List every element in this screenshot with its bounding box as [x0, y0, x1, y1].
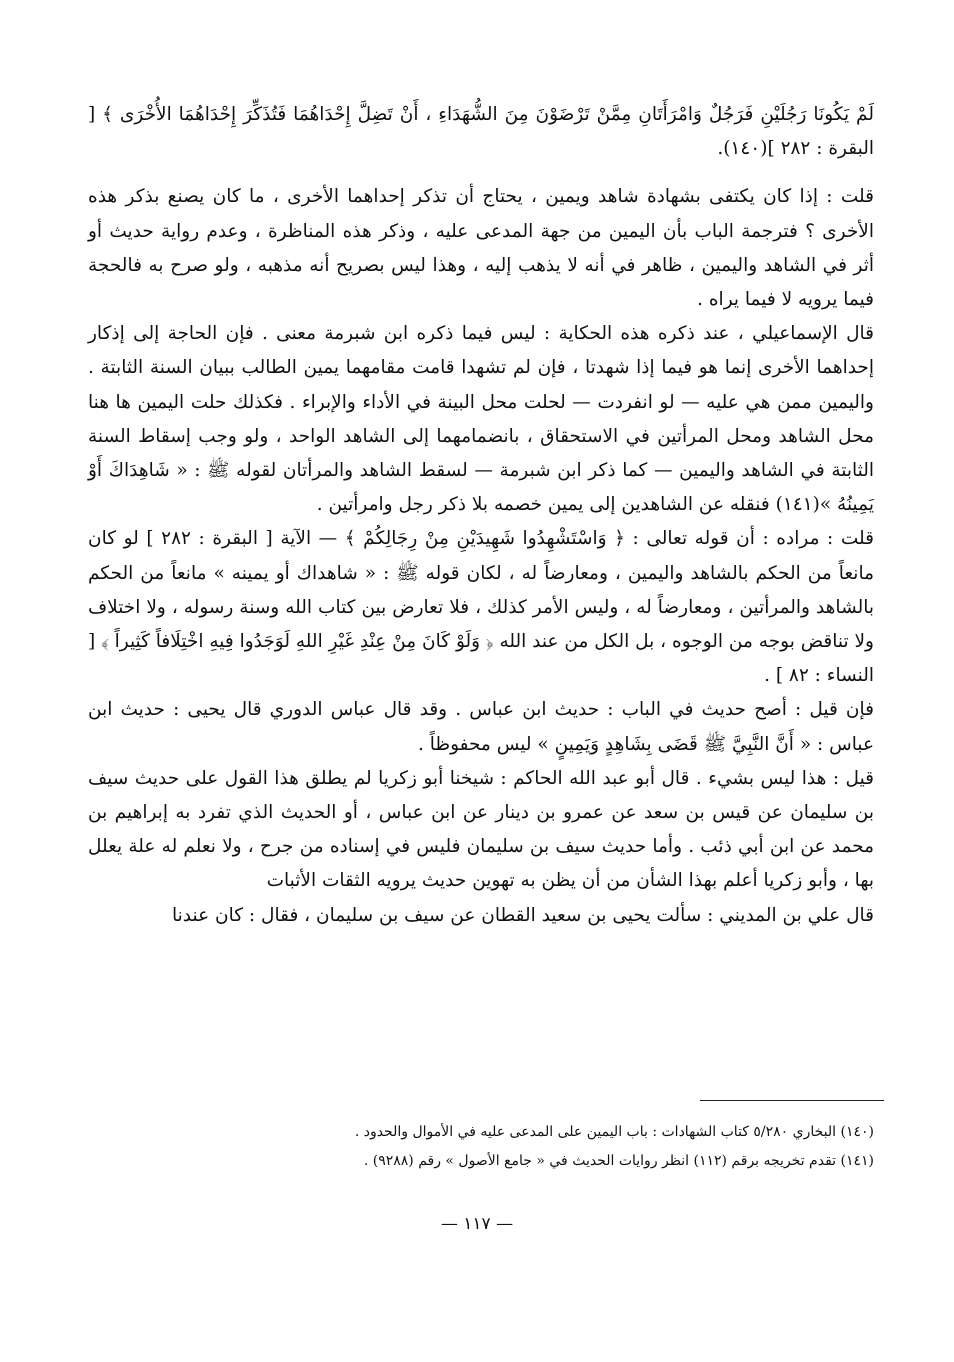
page-body: [88, 98, 874, 933]
paragraph-reply: قيل : هذا ليس بشيء . قال أبو عبد الله الحاكم : شيخنا أبو زكريا لم يطلق هذا القول على حديث سيف بن سليمان عن قيس بن سعد عن عمرو بن دينار عن ابن عباس ، أو الحديث الذي تفرد به إبراهيم بن محمد عن ابن أبي ذئب . وأما حديث سيف بن سليمان فليس في إسناده من جرح ، ولا نعلم له علة يعلل بها ، وأبو زكريا أعلم بهذا الشأن من أن يظن به تهوين حديث يرويه الثقات الأثبات: [88, 767, 874, 892]
paragraph-commentary-1: قلت : إذا كان يكتفى بشهادة شاهد ويمين ، يحتاج أن تذكر إحداهما الأخرى ، ما كان يصنع بذكر هذه الأخرى ؟ فترجمة الباب بأن اليمين من جهة المدعى عليه ، وذكر هذه المناظرة ، وعدم رواية حديث أو أثر في الشاهد واليمين ، ظاهر في أنه لا يذهب إليه ، وهذا ليس بصريح أنه مذهبه ، ولو صرح به فالحجة فيما يرويه لا فيما يراه .: [88, 186, 874, 311]
footnote-140: (١٤٠) البخاري ٥/٢٨٠ كتاب الشهادات : باب اليمين على المدعى عليه في الأموال والحدود .: [354, 1124, 874, 1140]
paragraph-objection: فإن قيل : أصح حديث في الباب : حديث ابن عباس . وقد قال عباس الدوري قال يحيى : حديث ابن عباس : « أَنَّ النَّبِيَّ ﷺ قَضَى بِشَاهِدٍ وَيَمِينٍ » ليس محفوظاً .: [88, 699, 874, 755]
footnote-divider: [700, 1100, 884, 1101]
paragraph-quran-verse-end: لَمْ يَكُونَا رَجُلَيْنِ فَرَجُلٌ وَامْرَأَتَانِ مِمَّنْ تَرْضَوْنَ مِنَ الشُّهَدَاءِ ، أَنْ تَضِلَّ إِحْدَاهُمَا فَتُذَكِّرَ إِحْدَاهُمَا الأُخْرَى ﴾ [ البقرة : ٢٨٢ ](١٤٠).: [88, 104, 874, 160]
paragraph-ibn-madini: قال علي بن المديني : سألت يحيى بن سعيد القطان عن سيف بن سليمان ، فقال : كان عندنا: [171, 904, 874, 926]
footnotes: [88, 1118, 874, 1176]
page-number: — ١١٧ —: [440, 1214, 514, 1234]
paragraph-ismaili: قال الإسماعيلي ، عند ذكره هذه الحكاية : ليس فيما ذكره ابن شبرمة معنى . فإن الحاجة إلى إذكار إحداهما الأخرى إنما هو فيما إذا شهدتا ، فإن لم تشهدا قامت مقامهما يمين الطالب ببيان السنة الثابتة . واليمين ممن هي عليه — لو انفردت — لحلت محل البينة في الأداء والإبراء . فكذلك حلت اليمين ها هنا محل الشاهد ومحل المرأتين في الاستحقاق ، بانضمامهما إلى الشاهد الواحد ، ولو وجب إسقاط السنة الثابتة في الشاهد واليمين — كما ذكر ابن شبرمة — لسقط الشاهد والمرأتان لقوله ﷺ : « شَاهِدَاكَ أَوْ يَمِينُهُ »(١٤١) فنقله عن الشاهدين إلى يمين خصمه بلا ذكر رجل وامرأتين .: [88, 323, 874, 516]
paragraph-commentary-2: قلت : مراده : أن قوله تعالى : ﴿ وَاسْتَشْهِدُوا شَهِيدَيْنِ مِنْ رِجَالِكُمْ ﴾ — الآية [ البقرة : ٢٨٢ ] لو كان مانعاً من الحكم بالشاهد واليمين ، ومعارضاً له ، لكان قوله ﷺ : « شاهداك أو يمينه » مانعاً من الحكم بالشاهد والمرأتين ، ومعارضاً له ، وليس الأمر كذلك ، فلا تعارض بين كتاب الله وسنة رسوله ، ولا اختلاف ولا تناقض بوجه من الوجوه ، بل الكل من عند الله ﴿ وَلَوْ كَانَ مِنْ عِنْدِ غَيْرِ اللهِ لَوَجَدُوا فِيهِ اخْتِلَافاً كَثِيراً ﴾ [ النساء : ٨٢ ] .: [88, 528, 874, 687]
footnote-141: (١٤١) تقدم تخريجه برقم (١١٢) انظر روايات الحديث في « جامع الأصول » رقم (٩٢٨٨) .: [363, 1153, 874, 1169]
